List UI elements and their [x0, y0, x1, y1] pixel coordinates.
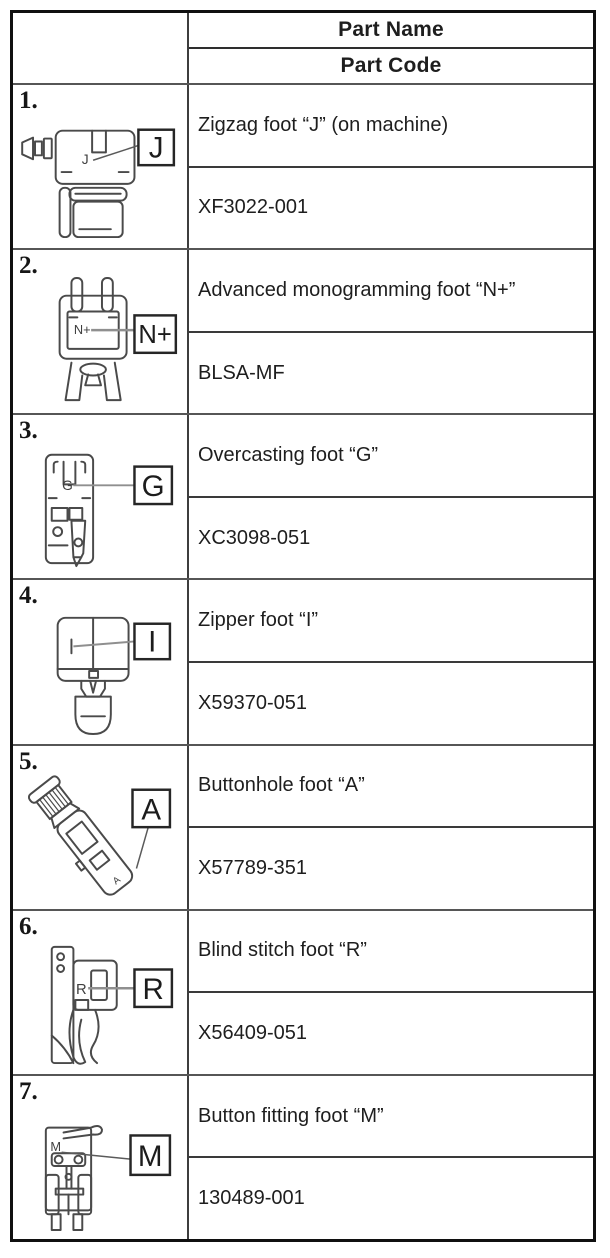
overcasting-foot-illustration — [16, 441, 184, 571]
illustration-cell — [13, 1076, 189, 1239]
part-code: 130489-001 — [198, 1187, 305, 1210]
label-box-letter: G — [141, 470, 165, 504]
row-number: 2. — [19, 252, 38, 280]
row-number: 1. — [19, 87, 38, 114]
part-name: Zipper foot “I” — [189, 580, 593, 663]
monogramming-foot-illustration — [16, 276, 184, 406]
part-name-header: Part Name — [189, 13, 593, 49]
foot-marking-label: N+ — [73, 322, 91, 338]
illustration-cell — [13, 85, 189, 248]
foot-marking-label: G — [62, 478, 73, 494]
illustration-cell — [13, 250, 189, 413]
foot-marking-label: R — [75, 981, 87, 998]
foot-marking-label: M — [50, 1139, 62, 1155]
part-name: Zigzag foot “J” (on machine) — [189, 85, 593, 168]
button-fitting-foot-illustration — [16, 1102, 184, 1232]
row-number: 6. — [19, 912, 38, 940]
text-cell — [189, 1076, 593, 1239]
row-number: 7. — [19, 1077, 38, 1105]
part-name: Button fitting foot “M” — [189, 1076, 593, 1159]
label-box-letter: J — [148, 131, 164, 165]
header-corner-cell — [13, 13, 189, 83]
text-cell — [189, 85, 593, 248]
zigzag-foot-illustration — [16, 111, 184, 241]
label-box-letter: I — [148, 625, 157, 659]
text-cell — [189, 911, 593, 1074]
text-cell — [189, 415, 593, 578]
illustration-cell — [13, 911, 189, 1074]
table-row — [13, 909, 593, 1074]
zipper-foot-illustration — [16, 606, 184, 736]
part-code: XC3098-051 — [198, 526, 311, 549]
label-box-letter: N+ — [138, 321, 172, 350]
row-number: 4. — [19, 582, 38, 610]
table-header — [13, 13, 593, 83]
row-number: 3. — [19, 417, 38, 445]
table-row — [13, 578, 593, 743]
label-box-letter: A — [141, 792, 162, 826]
illustration-cell — [13, 415, 189, 578]
part-code: X56409-051 — [198, 1022, 307, 1045]
foot-marking-label: J — [81, 152, 89, 168]
part-code-header: Part Code — [340, 54, 442, 77]
table-row — [13, 1074, 593, 1239]
foot-marking-label: A — [110, 874, 123, 887]
presser-feet-table — [10, 10, 596, 1242]
row-number: 5. — [19, 747, 38, 775]
part-name: Blind stitch foot “R” — [189, 911, 593, 994]
label-box-letter: M — [137, 1139, 163, 1173]
text-cell — [189, 580, 593, 743]
text-cell — [189, 250, 593, 413]
part-code: X59370-051 — [198, 691, 307, 714]
part-name: Overcasting foot “G” — [189, 415, 593, 498]
illustration-cell — [13, 580, 189, 743]
illustration-cell — [13, 746, 189, 909]
blind-stitch-foot-illustration — [16, 937, 184, 1067]
part-name: Advanced monogramming foot “N+” — [189, 250, 593, 333]
label-box-letter: R — [142, 972, 164, 1006]
part-name: Buttonhole foot “A” — [189, 746, 593, 829]
part-code: BLSA-MF — [198, 361, 285, 384]
text-cell — [189, 746, 593, 909]
table-row — [13, 83, 593, 248]
part-code: XF3022-001 — [198, 196, 309, 219]
part-code: X57789-351 — [198, 856, 307, 879]
table-row — [13, 744, 593, 909]
buttonhole-foot-illustration — [16, 772, 184, 902]
header-right-column — [189, 13, 593, 83]
table-row — [13, 248, 593, 413]
table-row — [13, 413, 593, 578]
